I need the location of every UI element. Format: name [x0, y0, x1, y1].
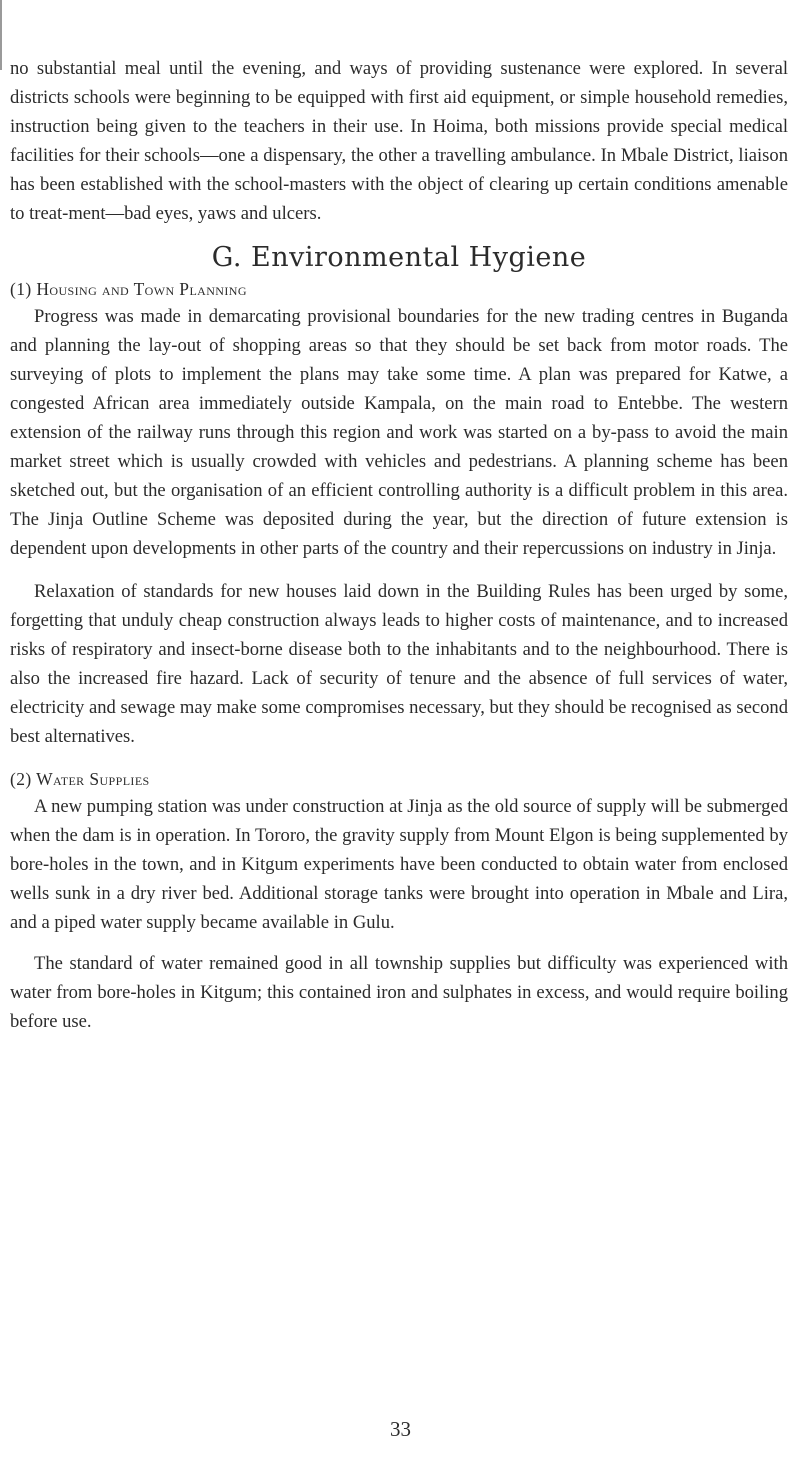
- housing-paragraph-1: Progress was made in demarcating provisional boundaries for the new trading centres in Buganda and planning the lay-out of shopping areas so that they should be set back from motor roads. The surveying of plots to implement the plans may take some time. A plan was prepared for Katwe, a congested African area immediately outside Kampala, on the main road to Entebbe. The western extension of the railway runs through this region and work was started on a by-pass to avoid the main market street which is usually crowded with vehicles and pedestrians. A planning scheme has been sketched out, but the organisation of an efficient controlling authority is a difficult problem in this area. The Jinja Outline Scheme was deposited during the year, but the direction of future extension is dependent upon developments in other parts of the country and their repercussions on industry in Jinja.: [10, 306, 788, 559]
- paragraph-gap: [10, 751, 788, 766]
- section-heading: G. Environmental Hygiene: [211, 242, 587, 273]
- water-heading: (2) Water Supplies: [10, 769, 150, 789]
- housing-paragraph-2: Relaxation of standards for new houses laid down in the Building Rules has been urged by some, forgetting that unduly cheap construction always leads to higher costs of maintenance, and to increased risks of respiratory and insect-borne disease both to the inhabitants and to the neighbourhood. There is also the increased fire hazard. Lack of security of tenure and the absence of full services of water, electricity and sewage may make some compromises necessary, but they should be recognised as second best alternatives.: [10, 581, 788, 747]
- page-content: [10, 54, 788, 1036]
- water-paragraph-1: A new pumping station was under construction at Jinja as the old source of supply will be submerged when the dam is in operation. In Tororo, the gravity supply from Mount Elgon is being supplemented by bore-holes in the town, and in Kitgum experiments have been conducted to obtain water from enclosed wells sunk in a dry river bed. Additional storage tanks were brought into operation in Mbale and Lira, and a piped water supply became available in Gulu.: [10, 796, 788, 933]
- page-number: 33: [390, 1417, 411, 1441]
- housing-heading: (1) Housing and Town Planning: [10, 279, 247, 299]
- paragraph-gap: [10, 563, 788, 577]
- page-edge-line: [0, 0, 2, 70]
- water-paragraph-2: The standard of water remained good in all township supplies but difficulty was experienced with water from bore-holes in Kitgum; this contained iron and sulphates in excess, and would require boiling before use.: [10, 953, 788, 1032]
- intro-paragraph: no substantial meal until the evening, and ways of providing sustenance were explored. In several districts schools were beginning to be equipped with first aid equipment, or simple household remedies, instruction being given to the teachers in their use. In Hoima, both missions provide special medical facilities for their schools—one a dispensary, the other a travelling ambulance. In Mbale District, liaison has been established with the school-masters with the object of clearing up certain conditions amenable to treat-ment—bad eyes, yaws and ulcers.: [10, 58, 788, 224]
- paragraph-gap: [10, 937, 788, 949]
